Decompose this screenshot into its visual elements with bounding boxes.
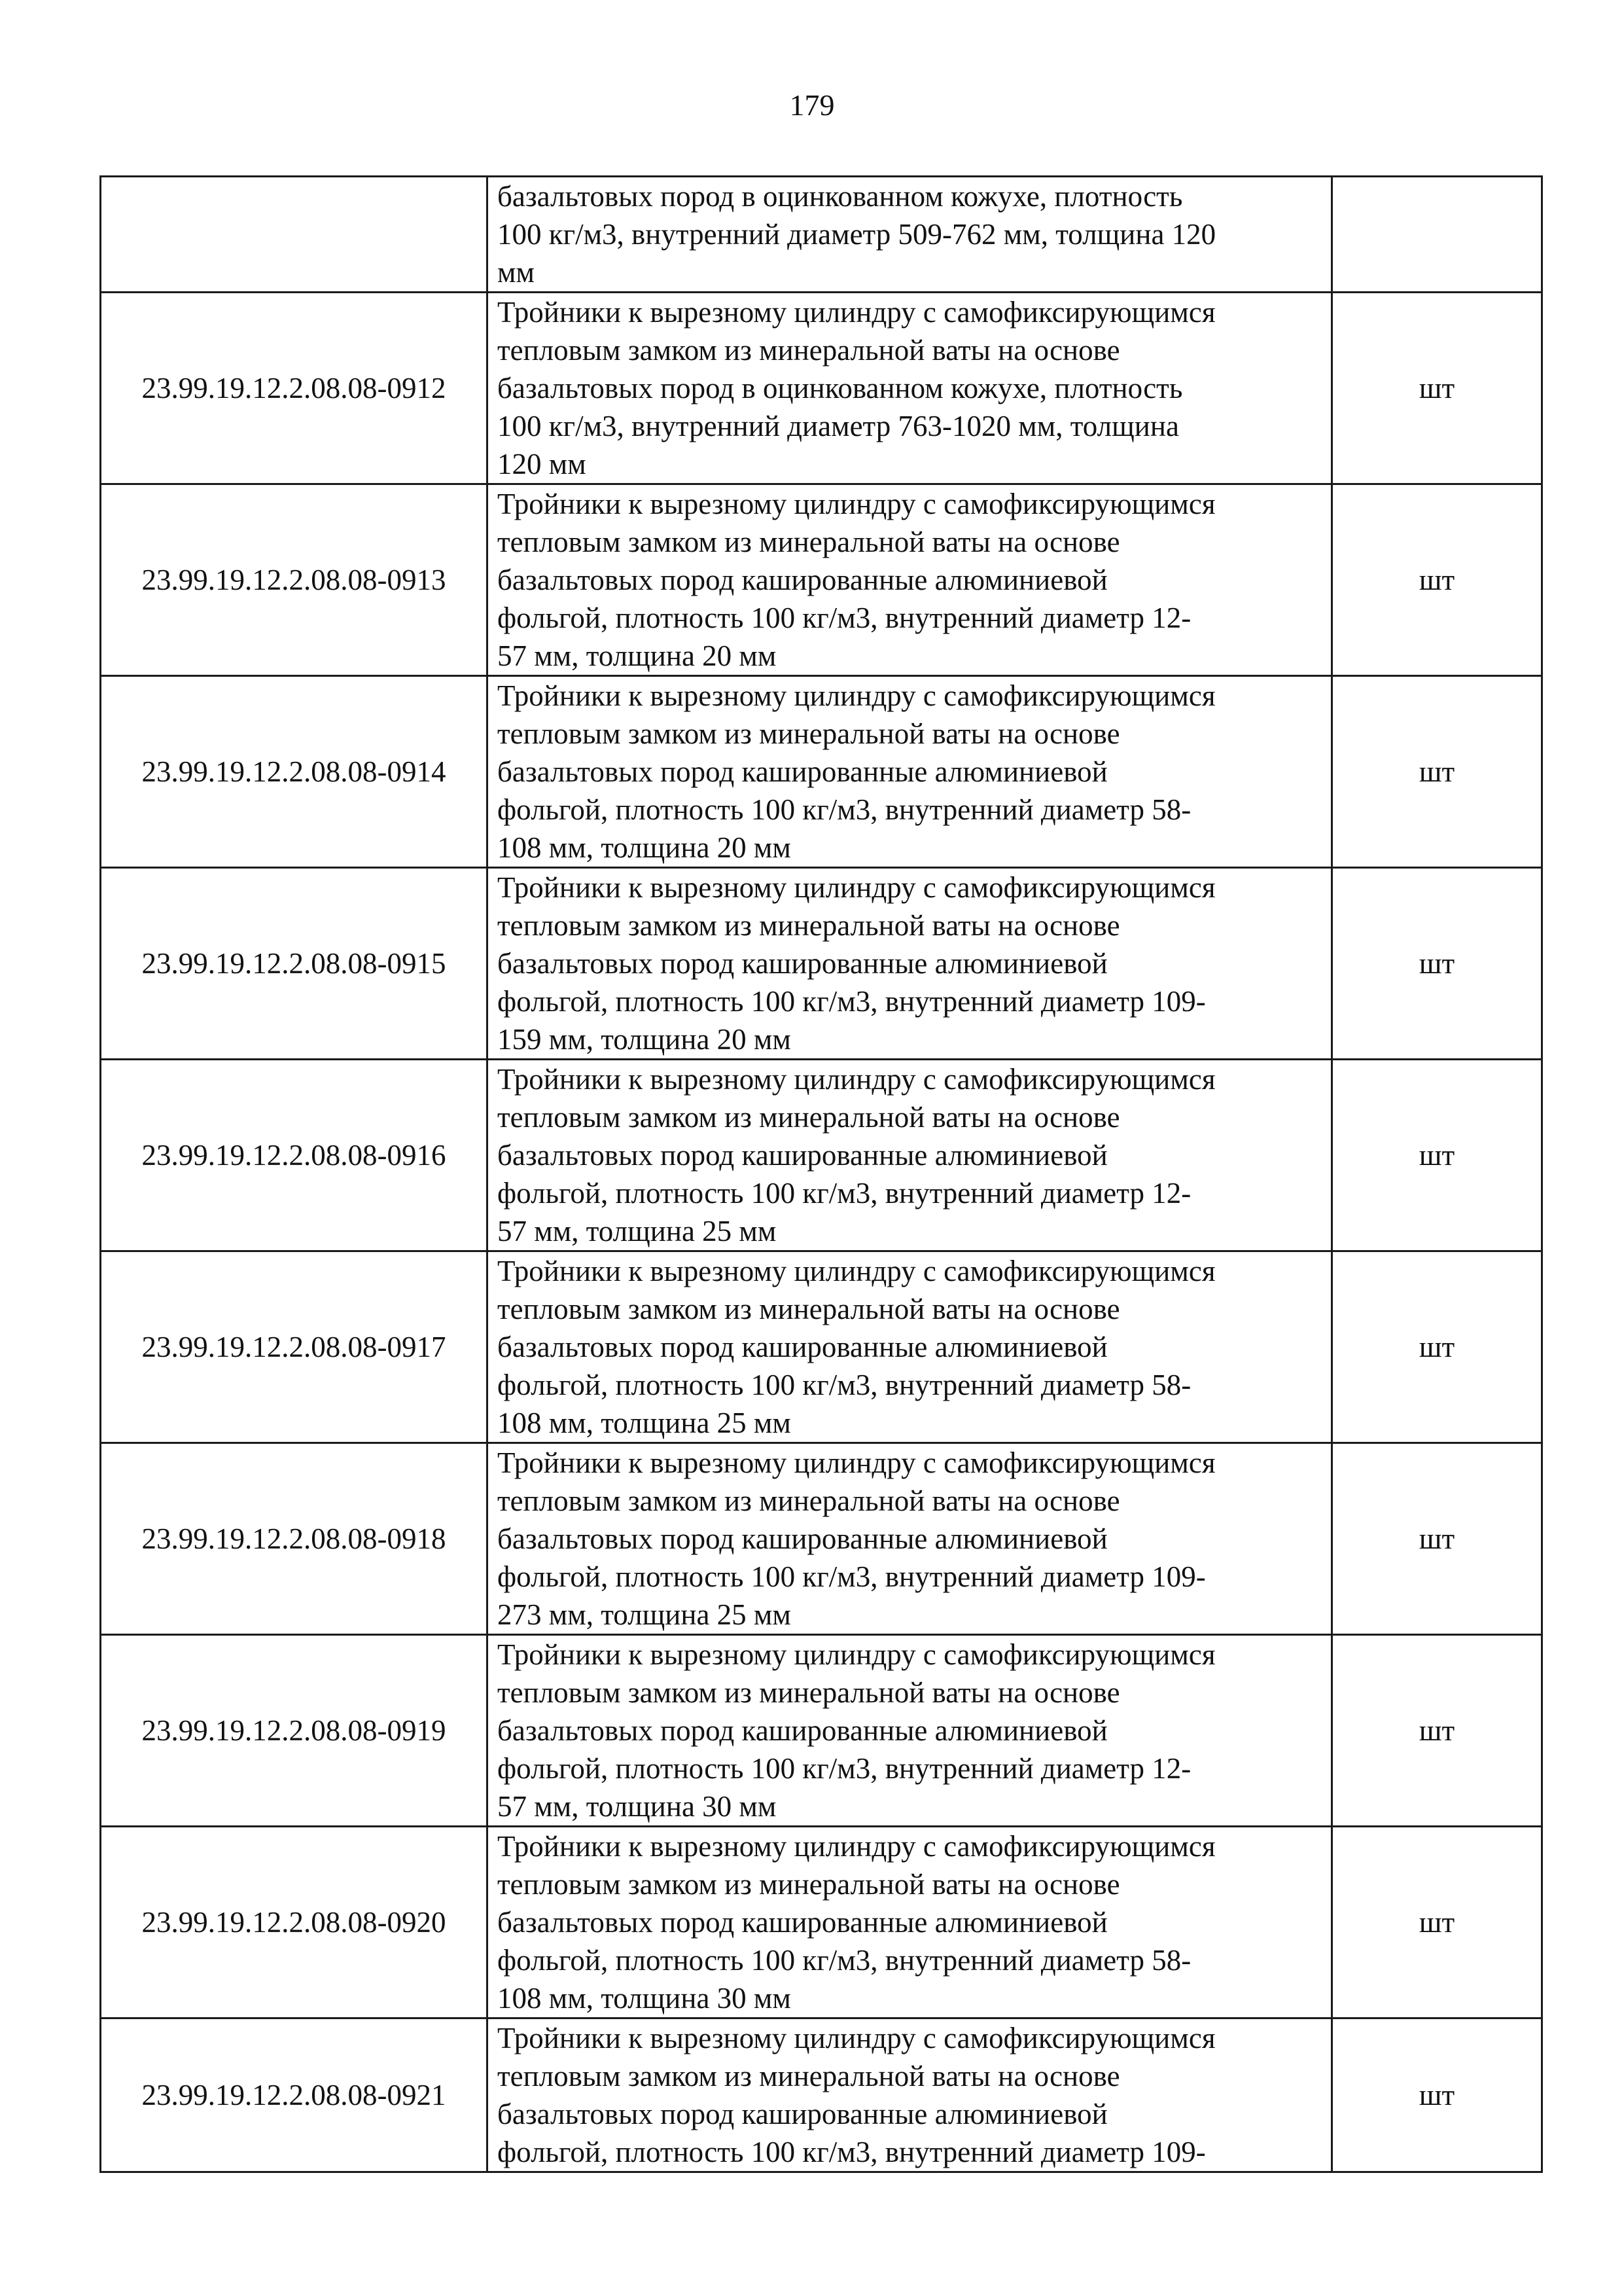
- resource-code-cell: 23.99.19.12.2.08.08-0912: [101, 293, 487, 484]
- description-line: базальтовых пород в оцинкованном кожухе, плотность: [497, 180, 1183, 213]
- resource-description-cell: [487, 676, 1332, 868]
- description-line: тепловым замком из минеральной ваты на основе: [497, 1676, 1120, 1709]
- description-line: базальтовых пород кашированные алюминиевой: [497, 564, 1108, 596]
- description-line: 108 мм, толщина 25 мм: [497, 1407, 791, 1439]
- description-line: тепловым замком из минеральной ваты на основе: [497, 717, 1120, 750]
- description-line: 57 мм, толщина 20 мм: [497, 639, 777, 672]
- description-line: мм: [497, 256, 535, 289]
- description-line: Тройники к вырезному цилиндру с самофиксирующимся: [497, 1255, 1216, 1287]
- description-line: Тройники к вырезному цилиндру с самофиксирующимся: [497, 1638, 1216, 1671]
- description-line: тепловым замком из минеральной ваты на основе: [497, 1293, 1120, 1325]
- description-line: 100 кг/м3, внутренний диаметр 763-1020 мм, толщина: [497, 410, 1179, 442]
- unit-of-measure-cell: шт: [1332, 1635, 1542, 1827]
- description-line: фольгой, плотность 100 кг/м3, внутренний диаметр 12-: [497, 1752, 1192, 1785]
- resource-description-cell: [487, 1251, 1332, 1443]
- description-line: базальтовых пород кашированные алюминиевой: [497, 947, 1108, 980]
- unit-of-measure-cell: [1332, 177, 1542, 293]
- description-line: базальтовых пород кашированные алюминиевой: [497, 755, 1108, 788]
- unit-of-measure-cell: шт: [1332, 1251, 1542, 1443]
- description-line: фольгой, плотность 100 кг/м3, внутренний диаметр 109-: [497, 1560, 1206, 1593]
- resource-description-cell: [487, 1443, 1332, 1635]
- description-line: 57 мм, толщина 30 мм: [497, 1790, 777, 1823]
- description-line: Тройники к вырезному цилиндру с самофиксирующимся: [497, 296, 1216, 329]
- description-line: 159 мм, толщина 20 мм: [497, 1023, 791, 1056]
- resource-description-cell: [487, 293, 1332, 484]
- description-line: 108 мм, толщина 20 мм: [497, 831, 791, 864]
- description-line: базальтовых пород кашированные алюминиевой: [497, 1714, 1108, 1747]
- table-row: [101, 177, 1542, 293]
- table-row: [101, 1251, 1542, 1443]
- description-line: 273 мм, толщина 25 мм: [497, 1598, 791, 1631]
- table-row: [101, 293, 1542, 484]
- table-row: [101, 676, 1542, 868]
- description-line: фольгой, плотность 100 кг/м3, внутренний диаметр 12-: [497, 1177, 1192, 1210]
- description-line: базальтовых пород кашированные алюминиевой: [497, 1522, 1108, 1555]
- resource-code-cell: 23.99.19.12.2.08.08-0921: [101, 2018, 487, 2172]
- resource-description-cell: [487, 2018, 1332, 2172]
- description-line: базальтовых пород кашированные алюминиевой: [497, 1906, 1108, 1939]
- table-row: [101, 1060, 1542, 1251]
- unit-of-measure-cell: шт: [1332, 676, 1542, 868]
- table-row: [101, 1635, 1542, 1827]
- description-line: Тройники к вырезному цилиндру с самофиксирующимся: [497, 2022, 1216, 2054]
- table-row: [101, 1443, 1542, 1635]
- description-line: Тройники к вырезному цилиндру с самофиксирующимся: [497, 1830, 1216, 1863]
- resource-code-cell: 23.99.19.12.2.08.08-0917: [101, 1251, 487, 1443]
- unit-of-measure-cell: шт: [1332, 293, 1542, 484]
- table-row: [101, 2018, 1542, 2172]
- description-line: тепловым замком из минеральной ваты на основе: [497, 1868, 1120, 1901]
- description-line: Тройники к вырезному цилиндру с самофиксирующимся: [497, 1446, 1216, 1479]
- resource-description-cell: [487, 177, 1332, 293]
- description-line: тепловым замком из минеральной ваты на основе: [497, 1101, 1120, 1134]
- unit-of-measure-cell: шт: [1332, 868, 1542, 1060]
- resource-description-cell: [487, 1635, 1332, 1827]
- description-line: фольгой, плотность 100 кг/м3, внутренний диаметр 12-: [497, 601, 1192, 634]
- description-line: тепловым замком из минеральной ваты на основе: [497, 909, 1120, 942]
- description-line: тепловым замком из минеральной ваты на основе: [497, 526, 1120, 558]
- description-line: фольгой, плотность 100 кг/м3, внутренний диаметр 58-: [497, 1369, 1192, 1401]
- description-line: 108 мм, толщина 30 мм: [497, 1982, 791, 2015]
- resource-code-cell: 23.99.19.12.2.08.08-0918: [101, 1443, 487, 1635]
- description-line: базальтовых пород кашированные алюминиевой: [497, 1331, 1108, 1363]
- resource-catalog-table: [99, 175, 1543, 2173]
- catalog-table-body: [101, 177, 1542, 2172]
- description-line: 120 мм: [497, 448, 586, 480]
- description-line: базальтовых пород кашированные алюминиевой: [497, 2098, 1108, 2130]
- resource-code-cell: 23.99.19.12.2.08.08-0914: [101, 676, 487, 868]
- table-row: [101, 484, 1542, 676]
- description-line: 100 кг/м3, внутренний диаметр 509-762 мм, толщина 120: [497, 218, 1216, 251]
- description-line: тепловым замком из минеральной ваты на основе: [497, 2060, 1120, 2092]
- description-line: тепловым замком из минеральной ваты на основе: [497, 334, 1120, 367]
- page-number: 179: [789, 88, 835, 122]
- description-line: 57 мм, толщина 25 мм: [497, 1215, 777, 1247]
- resource-code-cell: 23.99.19.12.2.08.08-0913: [101, 484, 487, 676]
- description-line: Тройники к вырезному цилиндру с самофиксирующимся: [497, 679, 1216, 712]
- description-line: фольгой, плотность 100 кг/м3, внутренний диаметр 109-: [497, 2136, 1206, 2168]
- description-line: Тройники к вырезному цилиндру с самофиксирующимся: [497, 1063, 1216, 1096]
- unit-of-measure-cell: шт: [1332, 1060, 1542, 1251]
- description-line: Тройники к вырезному цилиндру с самофиксирующимся: [497, 488, 1216, 520]
- resource-code-cell: 23.99.19.12.2.08.08-0916: [101, 1060, 487, 1251]
- description-line: фольгой, плотность 100 кг/м3, внутренний диаметр 109-: [497, 985, 1206, 1018]
- resource-description-cell: [487, 1060, 1332, 1251]
- unit-of-measure-cell: шт: [1332, 484, 1542, 676]
- unit-of-measure-cell: шт: [1332, 2018, 1542, 2172]
- description-line: фольгой, плотность 100 кг/м3, внутренний диаметр 58-: [497, 793, 1192, 826]
- table-row: [101, 1827, 1542, 2018]
- resource-code-cell: [101, 177, 487, 293]
- resource-code-cell: 23.99.19.12.2.08.08-0919: [101, 1635, 487, 1827]
- description-line: Тройники к вырезному цилиндру с самофиксирующимся: [497, 871, 1216, 904]
- resource-code-cell: 23.99.19.12.2.08.08-0915: [101, 868, 487, 1060]
- description-line: тепловым замком из минеральной ваты на основе: [497, 1484, 1120, 1517]
- resource-description-cell: [487, 484, 1332, 676]
- resource-description-cell: [487, 1827, 1332, 2018]
- resource-description-cell: [487, 868, 1332, 1060]
- unit-of-measure-cell: шт: [1332, 1443, 1542, 1635]
- table-row: [101, 868, 1542, 1060]
- unit-of-measure-cell: шт: [1332, 1827, 1542, 2018]
- description-line: базальтовых пород в оцинкованном кожухе, плотность: [497, 372, 1183, 404]
- resource-code-cell: 23.99.19.12.2.08.08-0920: [101, 1827, 487, 2018]
- description-line: фольгой, плотность 100 кг/м3, внутренний диаметр 58-: [497, 1944, 1192, 1977]
- description-line: базальтовых пород кашированные алюминиевой: [497, 1139, 1108, 1172]
